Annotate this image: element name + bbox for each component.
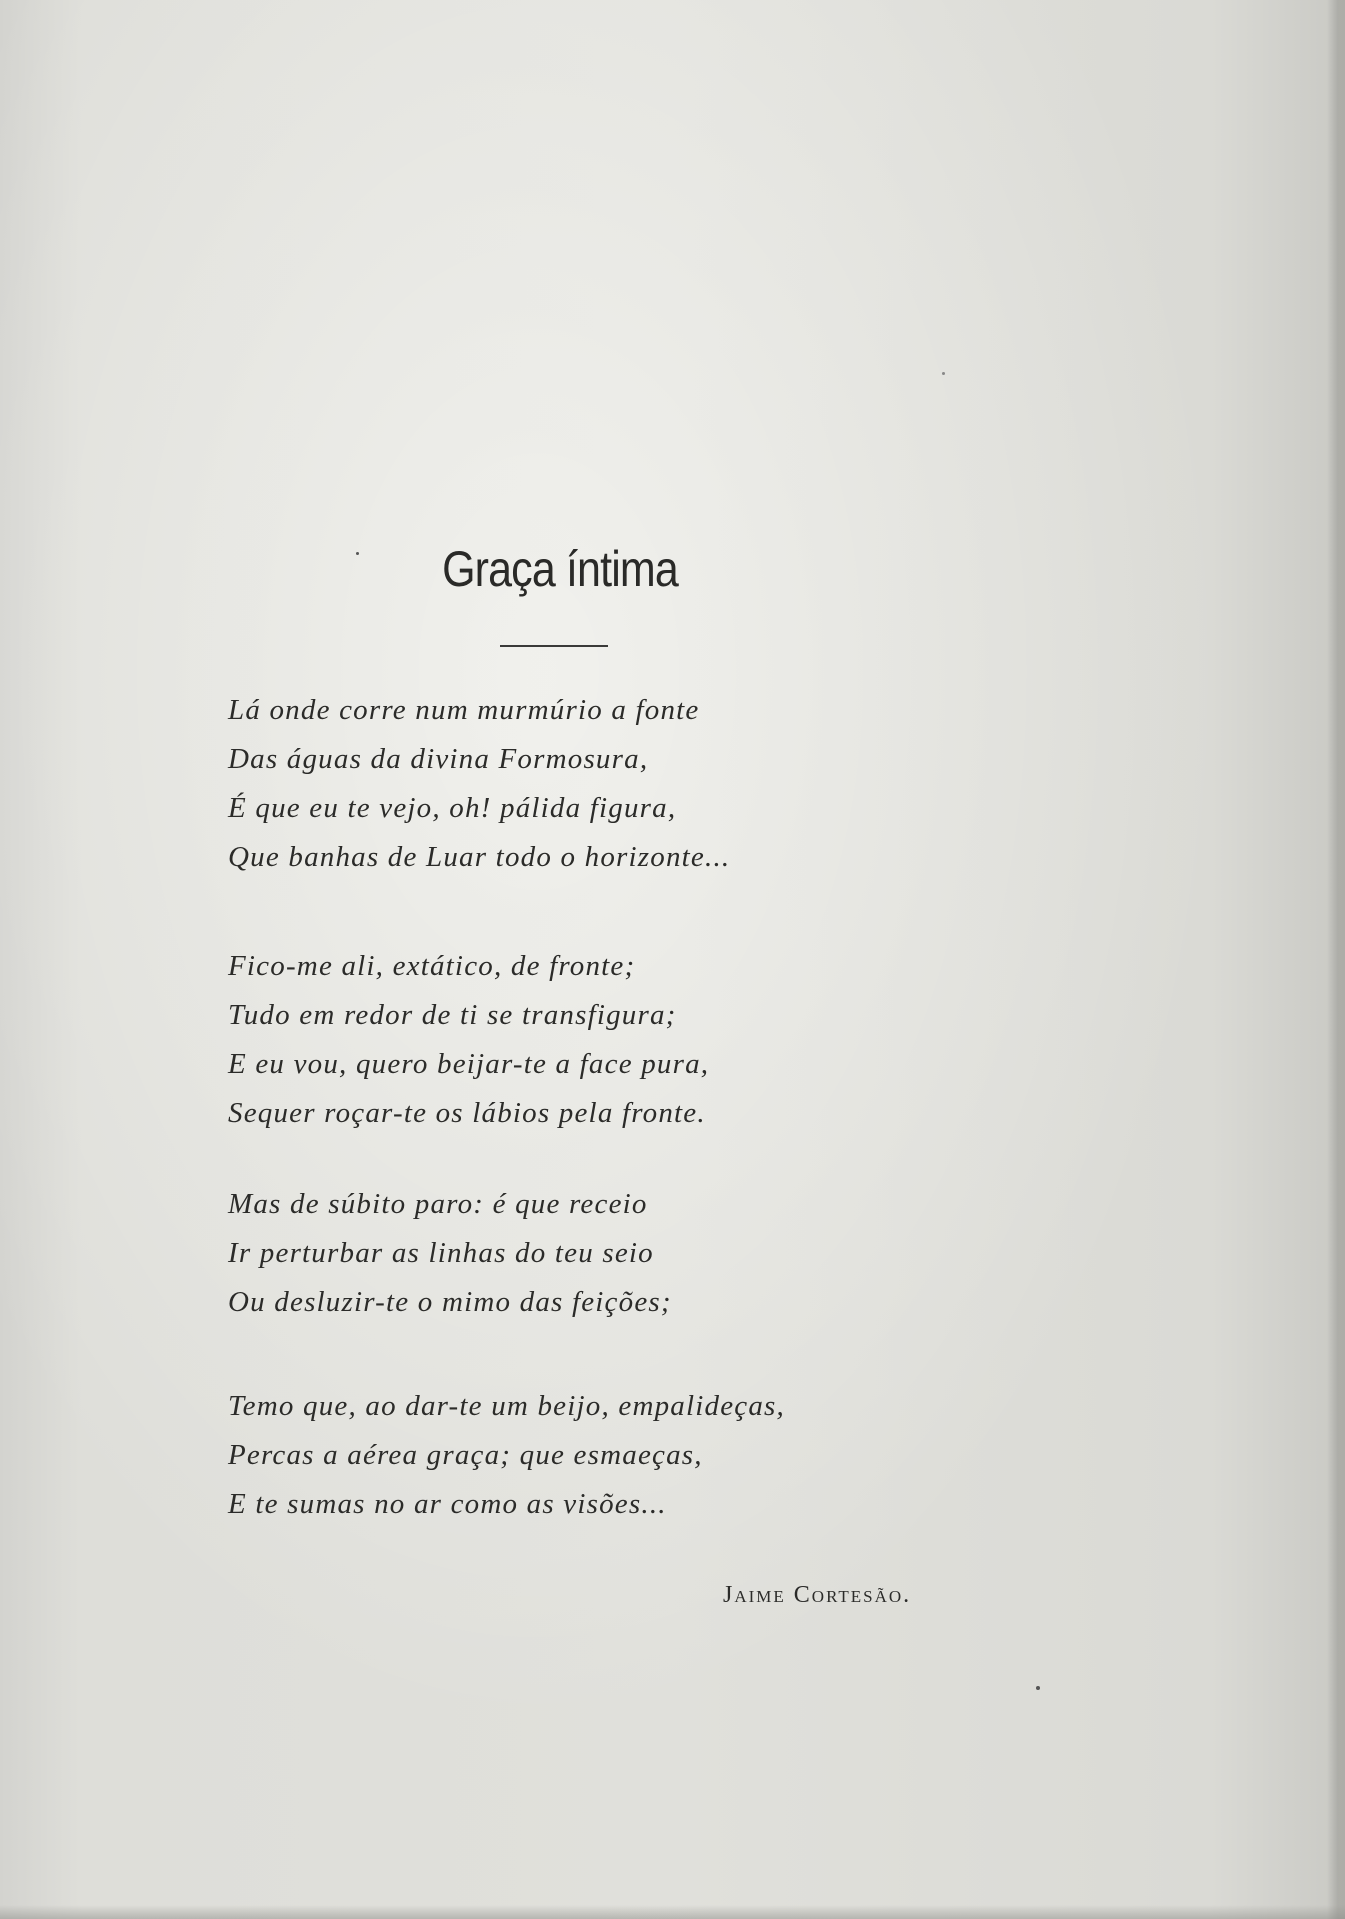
verse-line: Ir perturbar as linhas do teu seio <box>228 1237 654 1269</box>
verse-line: Tudo em redor de ti se transfigura; <box>228 999 677 1031</box>
verse-line: Que banhas de Luar todo o horizonte... <box>228 841 731 873</box>
verse-line: É que eu te vejo, oh! pálida figura, <box>228 792 677 824</box>
verse-line: Mas de súbito paro: é que receio <box>228 1188 648 1220</box>
stanza-3 <box>228 1180 672 1327</box>
paper-speck <box>356 552 359 555</box>
poem-title: Graça íntima <box>442 541 678 597</box>
verse-line: Percas a aérea graça; que esmaeças, <box>228 1439 703 1471</box>
stanza-1 <box>228 686 730 882</box>
verse-line: Ou desluzir-te o mimo das feições; <box>228 1286 672 1318</box>
verse-line: Temo que, ao dar-te um beijo, empalideças, <box>228 1390 785 1422</box>
verse-line: Lá onde corre num murmúrio a fonte <box>228 694 700 726</box>
verse-line: E te sumas no ar como as visões... <box>228 1488 667 1520</box>
paper-speck <box>1036 1686 1040 1690</box>
author-signature: Jaime Cortesão. <box>723 1582 912 1608</box>
page-edge-shadow <box>1327 0 1345 1919</box>
page-bottom-shadow <box>0 1905 1345 1919</box>
verse-line: E eu vou, quero beijar-te a face pura, <box>228 1048 710 1080</box>
verse-line: Das águas da divina Formosura, <box>228 743 649 775</box>
paper-speck <box>942 372 945 375</box>
stanza-2 <box>228 942 709 1138</box>
verse-line: Fico-me ali, extático, de fronte; <box>228 950 636 982</box>
title-rule <box>500 645 608 647</box>
verse-line: Sequer roçar-te os lábios pela fronte. <box>228 1097 706 1129</box>
stanza-4 <box>228 1382 785 1529</box>
